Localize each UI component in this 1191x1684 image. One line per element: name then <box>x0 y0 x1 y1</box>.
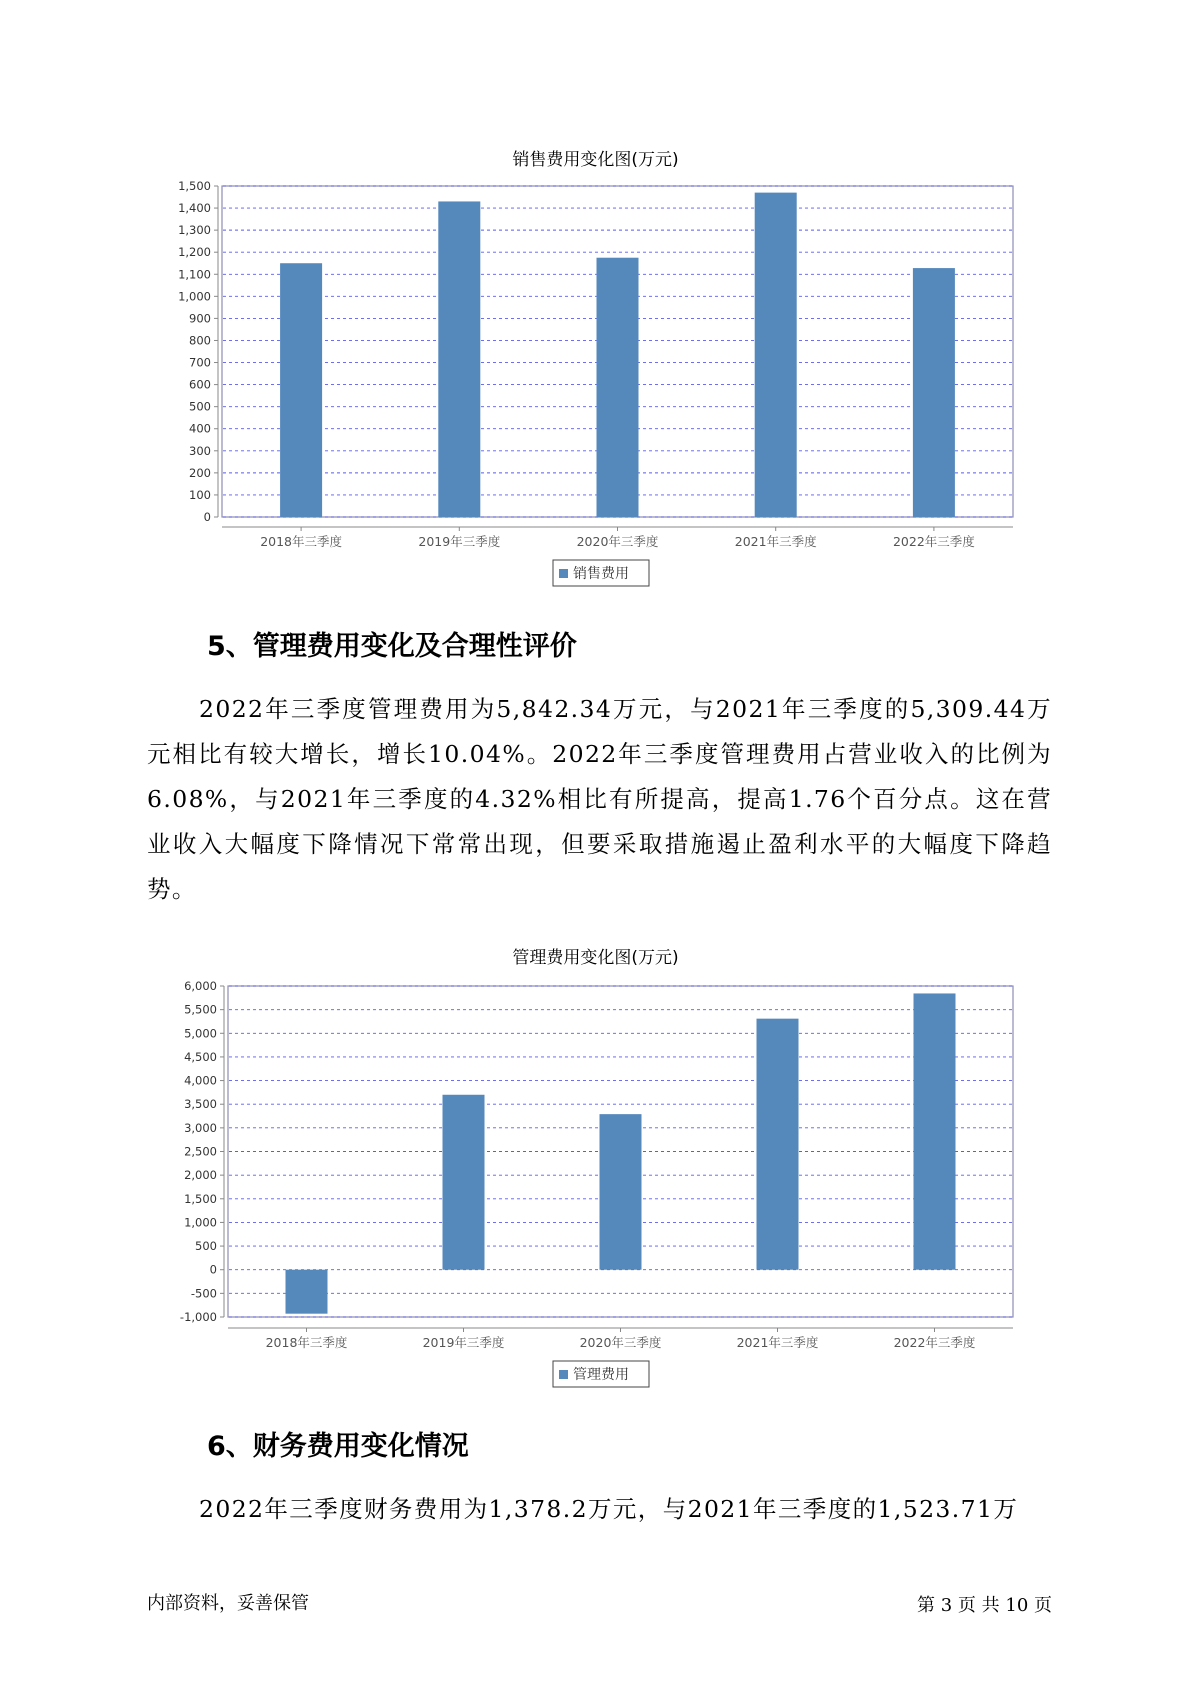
y-tick-label: 1,000 <box>178 289 211 304</box>
y-tick-label: 1,400 <box>178 201 211 216</box>
y-tick-label: 400 <box>189 421 211 436</box>
chart-title: 管理费用变化图(万元) <box>512 948 679 968</box>
y-tick-label: 2,500 <box>184 1144 217 1159</box>
bar <box>443 1095 485 1270</box>
footer-confidential-note: 内部资料，妥善保管 <box>147 1593 309 1614</box>
y-tick-label: 700 <box>189 355 211 370</box>
y-tick-label: 4,000 <box>184 1073 217 1088</box>
y-tick-label: 300 <box>189 443 211 458</box>
bar <box>914 993 956 1269</box>
x-tick-label: 2021年三季度 <box>736 1335 819 1350</box>
bar <box>286 1270 328 1314</box>
y-tick-label: 0 <box>203 510 211 524</box>
x-tick-label: 2018年三季度 <box>260 534 343 549</box>
y-tick-label: 3,500 <box>184 1097 217 1112</box>
y-tick-label: 5,000 <box>184 1026 217 1041</box>
x-tick-label: 2021年三季度 <box>734 534 817 549</box>
y-tick-label: 5,500 <box>184 1002 217 1017</box>
paragraph-text: 2022年三季度财务费用为1,378.2万元，与2021年三季度的1,523.71万 <box>199 1495 1019 1523</box>
bar <box>757 1019 799 1270</box>
y-tick-label: 800 <box>189 333 211 348</box>
y-tick-label: -500 <box>190 1286 217 1301</box>
section-heading: 6、财务费用变化情况 <box>207 1431 469 1462</box>
y-tick-label: 6,000 <box>184 979 217 993</box>
y-tick-label: 600 <box>189 377 211 392</box>
y-tick-label: 1,300 <box>178 223 211 238</box>
paragraph-text: 2022年三季度管理费用为5,842.34万元，与2021年三季度的5,309.44万元相比有较大增长，增长10.04%。2022年三季度管理费用占营业收入的比例为6.08%，与2021年三季度的4.32%相比有所提高，提高1.76个百分点。这在营业收入大幅度下降情况下常常出现，但要采取措施遏止盈利水平的大幅度下降趋势。 <box>147 695 1052 903</box>
y-tick-label: 100 <box>189 487 211 502</box>
x-tick-label: 2020年三季度 <box>579 1335 662 1350</box>
y-tick-label: 3,000 <box>184 1120 217 1135</box>
section-heading: 5、管理费用变化及合理性评价 <box>207 631 577 662</box>
y-tick-label: 0 <box>209 1262 217 1277</box>
y-tick-label: 500 <box>195 1239 217 1254</box>
y-tick-label: 4,500 <box>184 1049 217 1064</box>
chart-title: 销售费用变化图(万元) <box>512 150 679 170</box>
legend-label: 管理费用 <box>573 1367 629 1383</box>
body-paragraph <box>147 1487 1052 1532</box>
bar <box>600 1114 642 1270</box>
x-tick-label: 2020年三季度 <box>576 534 659 549</box>
y-tick-label: 900 <box>189 311 211 326</box>
footer-page-number: 第 3 页 共 10 页 <box>917 1595 1052 1616</box>
y-tick-label: 1,500 <box>178 179 211 193</box>
legend <box>553 1361 649 1387</box>
y-tick-label: 1,000 <box>184 1215 217 1230</box>
x-tick-label: 2018年三季度 <box>265 1335 348 1350</box>
y-tick-label: -1,000 <box>179 1310 217 1324</box>
y-tick-label: 200 <box>189 465 211 480</box>
x-tick-label: 2019年三季度 <box>422 1335 505 1350</box>
x-tick-label: 2019年三季度 <box>418 534 501 549</box>
y-tick-label: 1,200 <box>178 245 211 260</box>
x-tick-label: 2022年三季度 <box>892 534 975 549</box>
x-tick-label: 2022年三季度 <box>893 1335 976 1350</box>
legend-label: 销售费用 <box>573 566 629 582</box>
legend-swatch <box>559 1370 568 1379</box>
y-tick-label: 1,100 <box>178 267 211 282</box>
y-tick-label: 500 <box>189 399 211 414</box>
y-tick-label: 1,500 <box>184 1191 217 1206</box>
y-tick-label: 2,000 <box>184 1168 217 1183</box>
